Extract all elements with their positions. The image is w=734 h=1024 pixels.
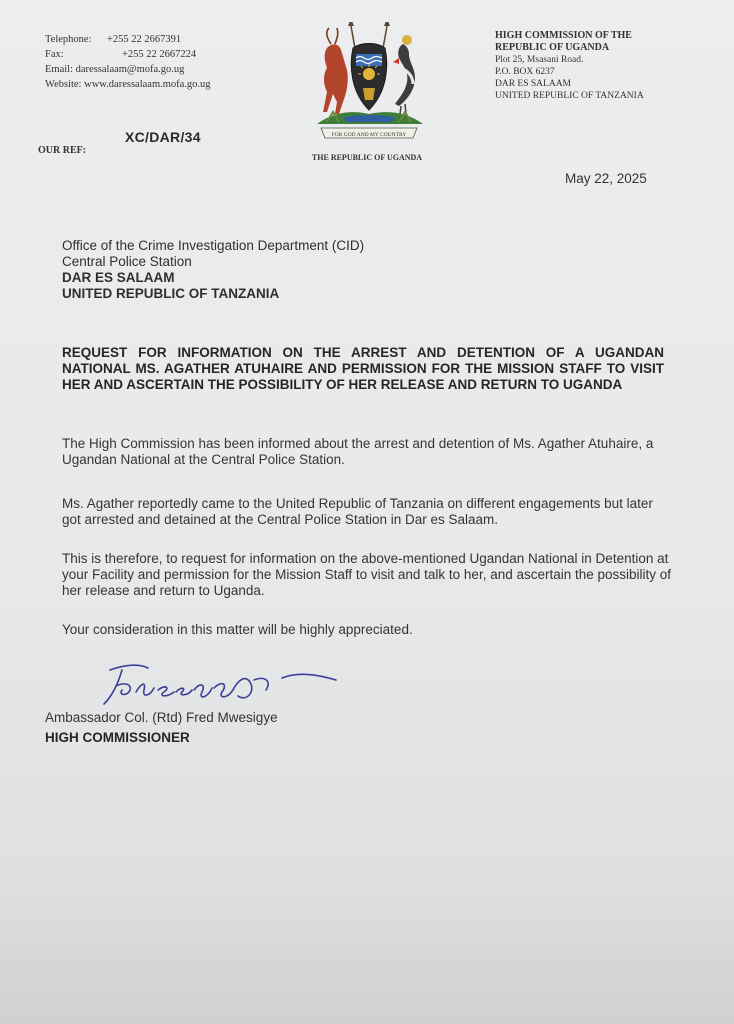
sender-address (495, 30, 644, 102)
subject-heading: REQUEST FOR INFORMATION ON THE ARREST AND DETENTION OF A UGANDAN NATIONAL MS. AGATHER ATUHAIRE AND PERMISSION FOR THE MISSION STAFF TO VISIT HER AND ASCERTAIN THE POSSIBILITY OF HER RELEASE AND RETURN TO UGANDA (62, 345, 664, 392)
addressee-line-3: DAR ES SALAAM (62, 270, 175, 285)
body-paragraph-1: The High Commission has been informed about the arrest and detention of Ms. Agather Atuhaire, a Ugandan National at the Central Police Station. (62, 436, 654, 467)
sender-line-6: UNITED REPUBLIC OF TANZANIA (495, 91, 644, 101)
emblem-caption: THE REPUBLIC OF UGANDA (311, 153, 423, 162)
reference-number: XC/DAR/34 (125, 129, 201, 145)
website-label: Website: (45, 79, 82, 90)
body-paragraph-4: Your consideration in this matter will be highly appreciated. (62, 622, 413, 637)
signer-title: HIGH COMMISSIONER (45, 730, 190, 745)
email-row (45, 62, 211, 77)
fax-row (45, 47, 211, 62)
sender-line-4: P.O. BOX 6237 (495, 67, 555, 77)
addressee-line-2: Central Police Station (62, 254, 192, 269)
email-value: daressalaam@mofa.go.ug (75, 64, 185, 75)
reference-label: OUR REF: (38, 145, 87, 156)
body-paragraph-2: Ms. Agather reportedly came to the United Republic of Tanzania on different engagements but later got arrested and detained at the Central Police Station in Dar es Salaam. (62, 496, 653, 527)
letter-date: May 22, 2025 (565, 171, 647, 186)
fax-value: +255 22 2667224 (122, 49, 197, 60)
uganda-coat-of-arms-icon (303, 22, 435, 150)
telephone-label: Telephone: (45, 34, 92, 45)
telephone-row (45, 32, 211, 47)
fax-label: Fax: (45, 49, 64, 60)
contact-details (45, 32, 211, 92)
sender-line-3: Plot 25, Msasani Road. (495, 55, 584, 65)
telephone-value: +255 22 2667391 (107, 34, 182, 45)
addressee-block (62, 238, 364, 302)
signer-name: Ambassador Col. (Rtd) Fred Mwesigye (45, 710, 278, 725)
sender-line-1: HIGH COMMISSION OF THE (495, 30, 632, 41)
emblem-motto: FOR GOD AND MY COUNTRY (331, 132, 407, 138)
addressee-line-4: UNITED REPUBLIC OF TANZANIA (62, 286, 280, 301)
addressee-line-1: Office of the Crime Investigation Department (CID) (62, 238, 365, 253)
sender-line-2: REPUBLIC OF UGANDA (495, 42, 610, 53)
email-label: Email: (45, 64, 73, 75)
website-row (45, 77, 211, 92)
body-paragraph-3: This is therefore, to request for information on the above-mentioned Ugandan National in Detention at your Facility and permission for the Mission Staff to visit and talk to her, and ascertain the possibility of her release and return to Uganda. (62, 551, 672, 598)
website-value: www.daressalaam.mofa.go.ug (84, 79, 211, 90)
sender-line-5: DAR ES SALAAM (495, 79, 572, 89)
